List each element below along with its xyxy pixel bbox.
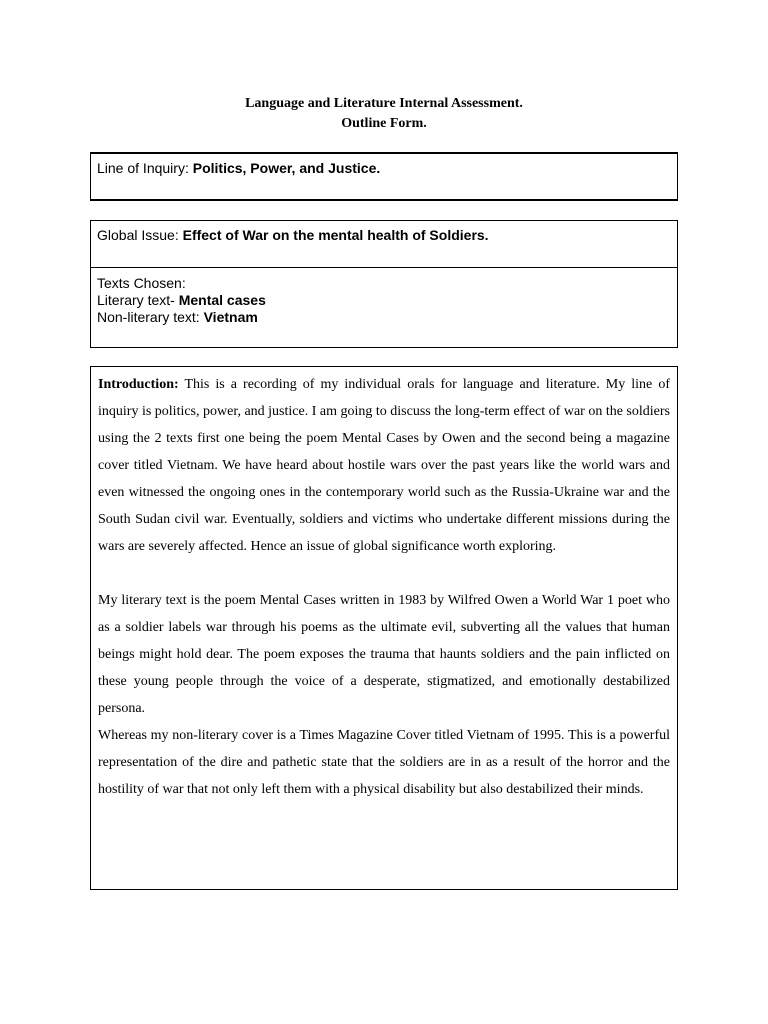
literary-text-value: Mental cases [178, 292, 266, 308]
introduction-paragraph-2: My literary text is the poem Mental Cases written in 1983 by Wilfred Owen a World War 1 poet who as a soldier labels war through his poems as the ultimate evil, subverting all the values that human beings might hold dear. The poem exposes the trauma that haunts soldiers and the pain inflicted on these young people through the voice of a desperate, stigmatized, and emotionally destabilized persona. [98, 593, 670, 716]
global-issue-box [90, 220, 678, 348]
texts-chosen-row [91, 268, 677, 326]
introduction-paragraph-1 [98, 371, 670, 560]
line-of-inquiry-label: Line of Inquiry: [97, 160, 193, 176]
line-of-inquiry-box [90, 152, 678, 201]
literary-text-label: Literary text- [97, 292, 179, 308]
line-of-inquiry-value: Politics, Power, and Justice. [192, 160, 381, 176]
introduction-paragraph-1-text: This is a recording of my individual orals for language and literature. My line of inquiry is politics, power, and justice. I am going to discuss the long-term effect of war on the soldiers using the 2 texts first one being the poem Mental Cases by Owen and the second being a magazine cover titled Vietnam. We have heard about hostile wars over the past years like the world wars and even witnessed the ongoing ones in the contemporary world such as the Russia-Ukraine war and the South Sudan civil war. Eventually, soldiers and victims who undertake different missions during the wars are severely affected. Hence an issue of global significance worth exploring. [98, 377, 670, 554]
document-title [0, 94, 768, 134]
introduction-label: Introduction: [98, 377, 179, 392]
non-literary-text-value: Vietnam [203, 309, 258, 325]
literary-text-line [97, 292, 671, 309]
introduction-paragraph-3: Whereas my non-literary cover is a Times Magazine Cover titled Vietnam of 1995. This is a powerful representation of the dire and pathetic state that the soldiers are in as a result of the horror and the hostility of war that not only left them with a physical disability but also destabilized their minds. [98, 728, 670, 797]
texts-chosen-heading: Texts Chosen: [97, 275, 186, 291]
non-literary-text-line [97, 309, 671, 326]
line-of-inquiry-row [91, 154, 677, 177]
global-issue-value: Effect of War on the mental health of Soldiers. [182, 227, 489, 243]
non-literary-text-label: Non-literary text: [97, 309, 204, 325]
global-issue-row [91, 221, 677, 268]
title-line-2: Outline Form. [341, 116, 427, 131]
introduction-box [90, 366, 678, 890]
title-line-1: Language and Literature Internal Assessment. [245, 96, 523, 111]
global-issue-label: Global Issue: [97, 227, 183, 243]
